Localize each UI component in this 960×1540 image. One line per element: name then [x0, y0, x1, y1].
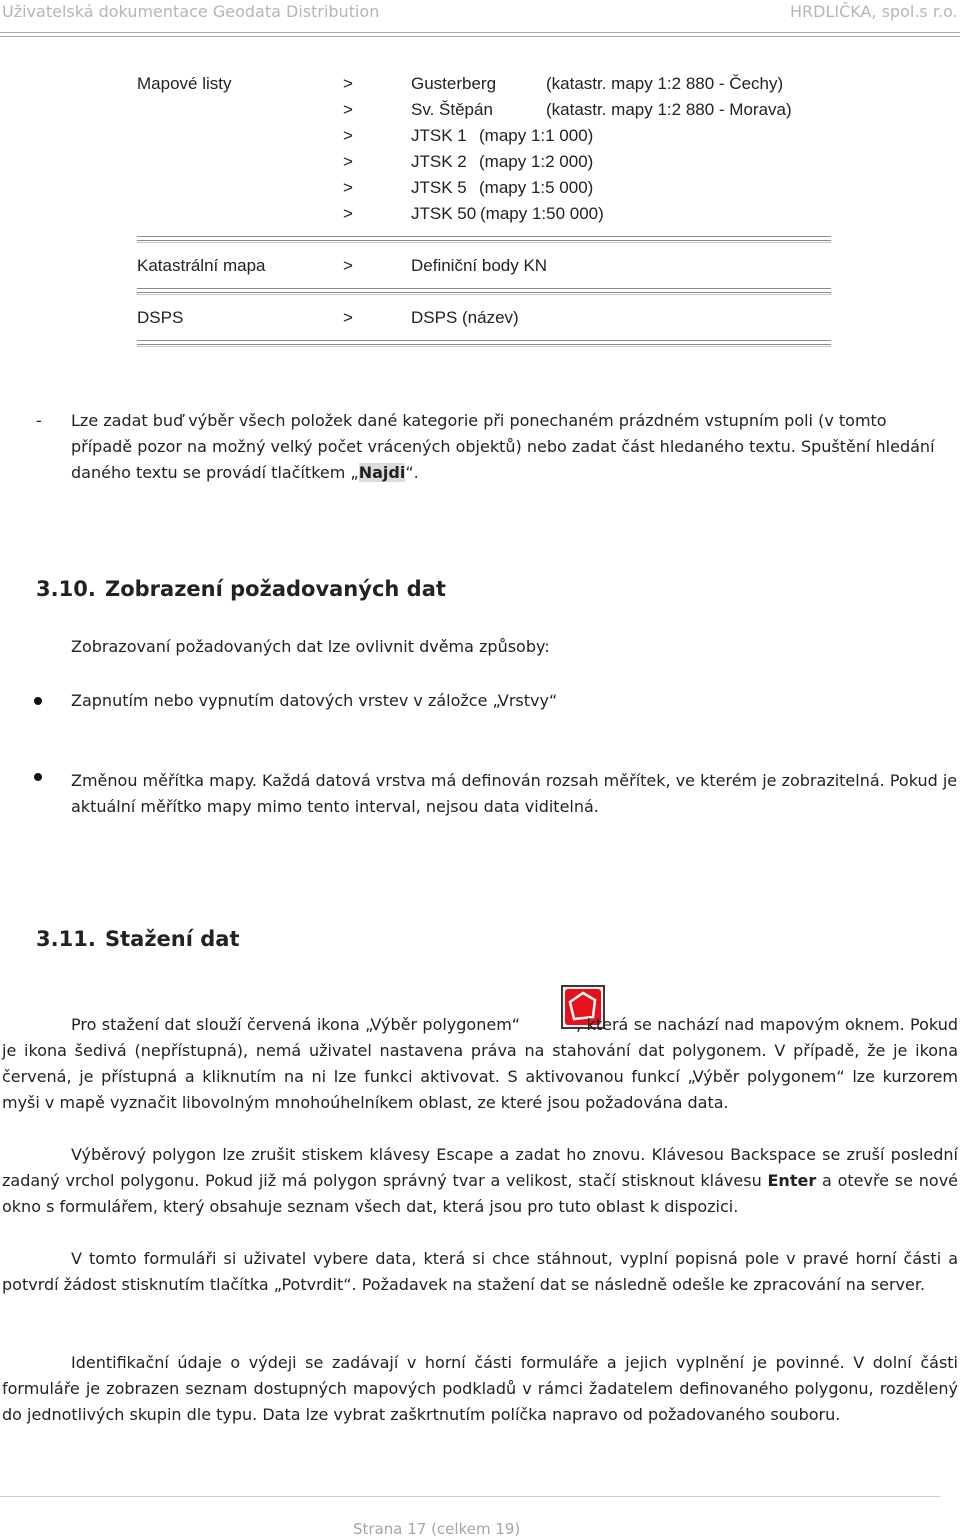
- paragraph-3: V tomto formuláři si uživatel vybere data, která si chce stáhnout, vyplní popisná pole v pravé horní části a potvrdí žádost stisknutím tlačítka „Potvrdit“. Požadavek na stažení dat se následně odešle ke zpracování na server.: [2, 1249, 958, 1294]
- table-divider: [137, 236, 831, 241]
- table-arrow: >: [343, 204, 353, 223]
- section-number-311: 3.11.: [36, 927, 96, 951]
- header-company: HRDLIČKA, spol.s r.o.: [790, 2, 958, 21]
- bullet-layers: Zapnutím nebo vypnutím datových vrstev v záložce „Vrstvy“: [71, 691, 558, 710]
- p1-text-a: Pro stažení dat slouží červená ikona „Výběr polygonem“: [71, 1015, 521, 1034]
- bullet-icon: [34, 773, 42, 781]
- section-title-310: Zobrazení požadovaných dat: [105, 577, 446, 601]
- section-title-311: Stažení dat: [105, 927, 240, 951]
- table-arrow: >: [343, 308, 353, 327]
- table-arrow: >: [343, 152, 353, 171]
- map-sheet-name: Sv. Štěpán: [411, 100, 493, 119]
- paragraph-4: Identifikační údaje o výdeji se zadávají v horní části formuláře a jejich vyplnění je povinné. V dolní části formuláře je zobrazen seznam dostupných mapových podkladů v rámci žadatelem definovaného polygonu, rozdělený do jednotlivých skupin dle typu. Data lze vybrat zaškrtnutím políčka napravo od požadovaného souboru.: [2, 1353, 958, 1424]
- footer-page-number: Strana 17 (celkem 19): [353, 1520, 521, 1538]
- section-number-310: 3.10.: [36, 577, 96, 601]
- table-arrow: >: [343, 256, 353, 275]
- p1-text-b: , která se nachází nad mapovým oknem. Pokud je ikona šedivá (nepřístupná), nemá uživatel nastavena práva na stahování dat polygonem. V případě, že je ikona červená, je přístupná a kliknutím na ni lze funkci aktivovat. S aktivovanou funkcí „Výběr polygonem“ lze kurzorem myši v mapě vyznačit libovolným mnohoúhelníkem oblast, ze které jsou požadována data.: [2, 1015, 958, 1112]
- bullet-icon: [34, 697, 42, 705]
- map-sheet-detail: (mapy 1:5 000): [479, 178, 594, 197]
- table-label-dsps: DSPS: [137, 308, 184, 327]
- note-text: Lze zadat buď výběr všech položek dané kategorie při ponechaném prázdném vstupním poli (v tomto případě pozor na možný velký počet vrácených objektů) nebo zadat část hledaného textu. Spuštění hledání daného textu se provádí tlačítkem: [71, 411, 935, 482]
- paragraph-2: [2, 1142, 958, 1220]
- map-sheet-name: JTSK 2: [411, 152, 467, 171]
- table-arrow: >: [343, 100, 353, 119]
- map-sheet-detail: (mapy 1:50 000): [480, 204, 604, 223]
- quote-close: “.: [405, 463, 419, 482]
- map-sheet-name: JTSK 1: [411, 126, 467, 145]
- table-arrow: >: [343, 126, 353, 145]
- map-sheet-detail: (katastr. mapy 1:2 880 - Čechy): [546, 74, 784, 93]
- najdi-button-ref: Najdi: [358, 463, 406, 482]
- table-arrow: >: [343, 178, 353, 197]
- table-arrow: >: [343, 74, 353, 93]
- note-paragraph: [71, 408, 943, 486]
- bullet-scale: Změnou měřítka mapy. Každá datová vrstva má definován rozsah měřítek, ve kterém je zobrazitelná. Pokud je aktuální měřítko mapy mimo tento interval, nejsou data viditelná.: [71, 771, 958, 816]
- p2-text-b: a otevře se nové okno s formulářem, který obsahuje seznam všech dat, která jsou pro tuto oblast k dispozici.: [2, 1171, 959, 1216]
- table-divider: [137, 340, 831, 345]
- map-sheet-name: JTSK 5: [411, 178, 467, 197]
- table-value-definicni-body: Definiční body KN: [411, 256, 548, 275]
- table-label-katastralni: Katastrální mapa: [137, 256, 266, 275]
- map-sheet-detail: (mapy 1:2 000): [479, 152, 594, 171]
- quote-open: „: [350, 463, 359, 482]
- map-sheet-name: Gusterberg: [411, 74, 497, 93]
- map-sheet-name: JTSK 50: [411, 204, 477, 223]
- map-sheet-detail: (mapy 1:1 000): [479, 126, 594, 145]
- footer-rule: [0, 1496, 940, 1497]
- table-value-dsps: DSPS (název): [411, 308, 519, 327]
- section-310-intro: Zobrazovaní požadovaných dat lze ovlivnit dvěma způsoby:: [71, 637, 550, 656]
- table-divider: [137, 288, 831, 293]
- header-rule: [0, 32, 960, 33]
- paragraph-1: [2, 1012, 958, 1116]
- table-label-mapove-listy: Mapové listy: [137, 74, 232, 93]
- header-rule: [0, 36, 960, 37]
- map-sheet-detail: (katastr. mapy 1:2 880 - Morava): [546, 100, 792, 119]
- enter-key-ref: Enter: [767, 1171, 817, 1190]
- note-dash: -: [36, 411, 42, 430]
- header-doc-title: Uživatelská dokumentace Geodata Distribution: [2, 2, 380, 21]
- p2-text-a: Výběrový polygon lze zrušit stiskem klávesy Escape a zadat ho znovu. Klávesou Backspace se zruší poslední zadaný vrchol polygonu. Pokud již má polygon správný tvar a velikost, stačí stisknout klávesu: [2, 1145, 958, 1190]
